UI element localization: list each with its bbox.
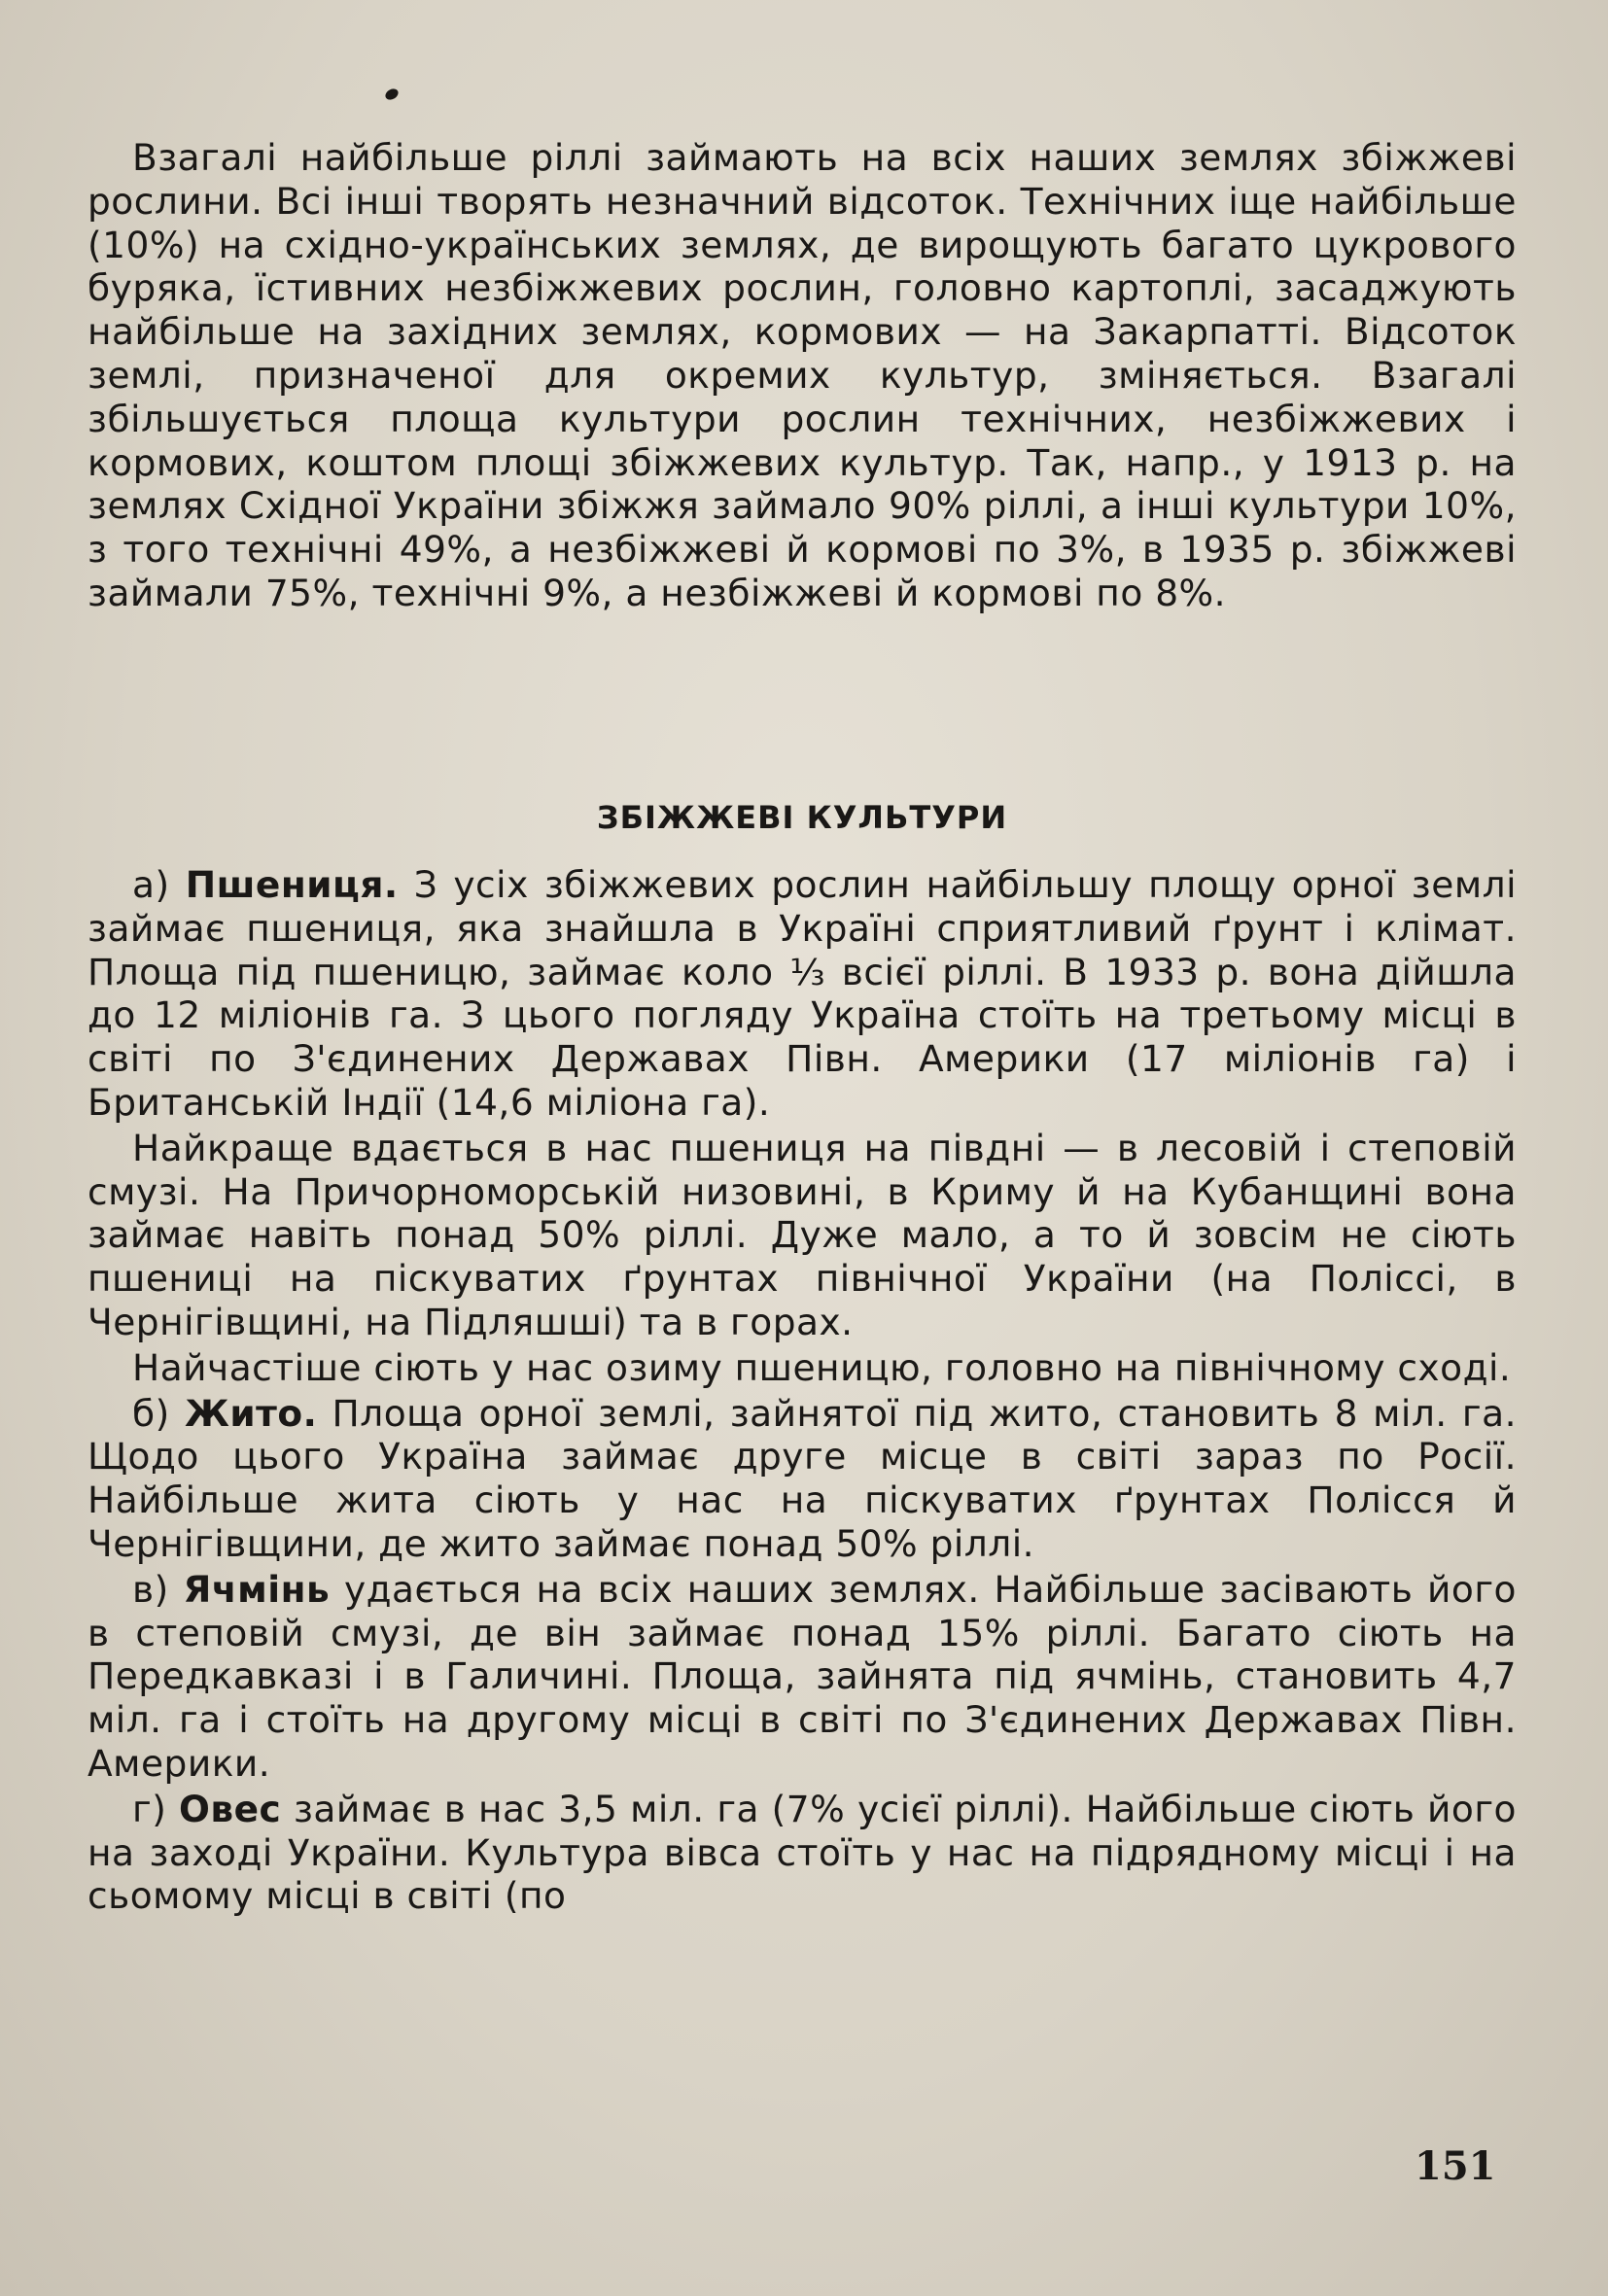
paragraph-body: Найчастіше сіють у нас озиму пшеницю, головно на північному сході. — [132, 1345, 1512, 1389]
page-number: 151 — [1415, 2143, 1496, 2189]
paragraph-oats — [87, 1788, 1517, 1918]
paragraph-prefix: г) — [132, 1787, 179, 1830]
paragraph-body: займає в нас 3,5 міл. га (7% усієї ріллі). Найбільше сіють його на заході України. Культура вівса стоїть у нас на підрядному місці і на сьомому місці в світі (по — [87, 1787, 1517, 1918]
paragraph-rye — [87, 1392, 1517, 1566]
paragraph-wheat-regions — [87, 1127, 1517, 1344]
section-heading: ЗБІЖЖЕВІ КУЛЬТУРИ — [596, 799, 1008, 836]
section-text-block — [87, 863, 1517, 1920]
term-oats: Овес — [179, 1787, 282, 1830]
paragraph-prefix: б) — [132, 1391, 185, 1435]
term-barley: Ячмінь — [183, 1567, 331, 1611]
term-rye: Жито. — [184, 1391, 318, 1435]
paragraph-body: Найкраще вдається в нас пшениця на півдні — в лесовій і степовій смузі. На Причорноморській низовині, в Криму й на Кубанщині вона займає навіть понад 50% ріллі. Дуже мало, а то й зовсім не сіють пшениці на піскуватих ґрунтах північної України (на Поліссі, в Чернігівщині, на Підляшші) та в горах. — [87, 1126, 1517, 1343]
ink-speck — [383, 87, 400, 102]
paragraph-wheat — [87, 863, 1517, 1125]
intro-text-block — [87, 136, 1517, 615]
paragraph-winter-wheat — [87, 1346, 1517, 1390]
paragraph-body: удається на всіх наших землях. Найбільше засівають його в степовій смузі, де він займає понад 15% ріллі. Багато сіють на Передкавказі і в Галичині. Площа, зайнята під ячмінь, становить 4,7 міл. га і стоїть на другому місці в світі по З'єдинених Державах Півн. Америки. — [87, 1567, 1518, 1785]
intro-paragraph: Взагалі найбільше ріллі займають на всіх наших землях збіжжеві рослини. Всі інші творять незначний відсоток. Технічних іще найбільше (10%) на східно-українських землях, де вирощують багато цукрового буряка, їстивних незбіжжевих рослин, головно картоплі, засаджують найбільше на західних землях, кормових — на Закарпатті. Відсоток землі, призначеної для окремих культур, зміняється. Взагалі збільшується площа культури рослин технічних, незбіжжевих і кормових, коштом площі збіжжевих культур. Так, напр., у 1913 р. на землях Східної України збіжжя займало 90% ріллі, а інші культури 10%, з того технічні 49%, а незбіжжеві й кормові по 3%, в 1935 р. збіжжеві займали 75%, технічні 9%, а незбіжжеві й кормові по 8%. — [87, 136, 1517, 614]
term-wheat: Пшениця. — [185, 863, 399, 906]
paragraph-prefix: в) — [132, 1567, 184, 1611]
paragraph-barley — [87, 1568, 1517, 1786]
paragraph-body: Площа орної землі, зайнятої під жито, становить 8 міл. га. Щодо цього Україна займає друге місце в світі зараз по Росії. Найбільше жита сіють у нас на піскуватих ґрунтах Полісся й Чернігівщини, де жито займає понад 50% ріллі. — [87, 1391, 1517, 1565]
paragraph-prefix: а) — [132, 863, 186, 906]
paragraph-body: З усіх збіжжевих рослин найбільшу площу орної землі займає пшениця, яка знайшла в Україні сприятливий ґрунт і клімат. Площа під пшеницю, займає коло ⅓ всієї ріллі. В 1933 р. вона дійшла до 12 міліонів га. З цього погляду Україна стоїть на третьому місці в світі по З'єдинених Державах Півн. Америки (17 міліонів га) і Британській Індії (14,6 міліона га). — [87, 863, 1518, 1124]
